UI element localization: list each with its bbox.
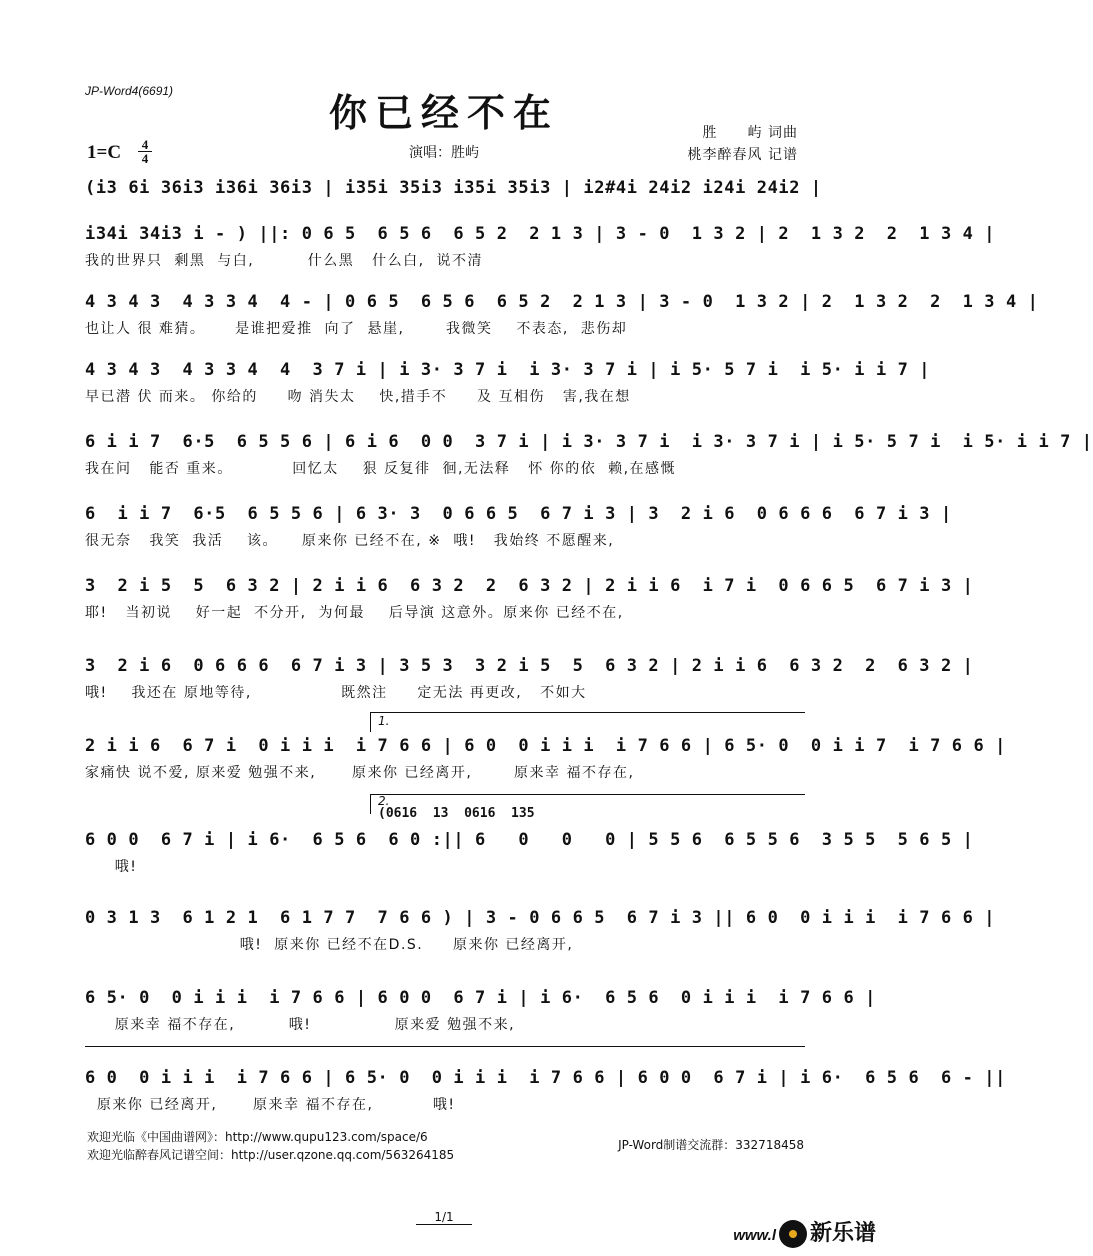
- footer-links: [87, 1128, 454, 1164]
- score-line-10: 6 0 0 6 7 i | i 6· 6 5 6 6 0 :|| 6 0 0 0 | 5 5 6 6 5 5 6 3 5 5 5 6 5 |: [85, 830, 974, 850]
- score-line-5: 6 i i 7 6·5 6 5 5 6 | 6 i 6 0 0 3 7 i | i 3· 3 7 i i 3· 3 7 i | i 5· 5 7 i i 5· i i 7 |: [85, 432, 1093, 452]
- lyric-line-6: 很无奈 我笑 我活 该。 原来你 已经不在, ※ 哦! 我始终 不愿醒来,: [85, 533, 615, 549]
- volta-1-bracket-edge: [370, 712, 371, 732]
- score-line-2: i34i 34i3 i - ) ||: 0 6 5 6 5 6 6 5 2 2 1 3 | 3 - 0 1 3 2 | 2 1 3 2 2 1 3 4 |: [85, 224, 996, 244]
- singer-credit: 演唱：胜屿: [409, 145, 479, 161]
- lyric-line-5: 我在问 能否 重来。 回忆太 狠 反复徘 徊,无法释 怀 你的依 赖,在感慨: [85, 461, 677, 477]
- volta-bracket-final: [85, 1046, 805, 1047]
- footer-link-qupu[interactable]: 欢迎光临《中国曲谱网》：http://www.qupu123.com/space/6: [87, 1130, 428, 1144]
- score-line-13: 6 0 0 i i i i 7 6 6 | 6 5· 0 0 i i i i 7 6 6 | 6 0 0 6 7 i | i 6· 6 5 6 6 - ||: [85, 1068, 1006, 1088]
- lyric-line-2: 我的世界只 剩黑 与白, 什么黑 什么白, 说不清: [85, 253, 484, 269]
- site-url-prefix: www.l: [733, 1227, 776, 1244]
- score-line-9: 2 i i 6 6 7 i 0 i i i i 7 6 6 | 6 0 0 i i i i 7 6 6 | 6 5· 0 0 i i 7 i 7 6 6 |: [85, 736, 1006, 756]
- score-line-3: 4 3 4 3 4 3 3 4 4 - | 0 6 5 6 5 6 6 5 2 2 1 3 | 3 - 0 1 3 2 | 2 1 3 2 2 1 3 4 |: [85, 292, 1039, 312]
- score-line-6: 6 i i 7 6·5 6 5 5 6 | 6 3· 3 0 6 6 5 6 7 i 3 | 3 2 i 6 0 6 6 6 6 7 i 3 |: [85, 504, 952, 524]
- score-line-7: 3 2 i 5 5 6 3 2 | 2 i i 6 6 3 2 2 6 3 2 | 2 i i 6 i 7 i 0 6 6 5 6 7 i 3 |: [85, 576, 974, 596]
- time-signature-bottom: 4: [138, 151, 152, 165]
- score-line-4: 4 3 4 3 4 3 3 4 4 3 7 i | i 3· 3 7 i i 3· 3 7 i | i 5· 5 7 i i 5· i i 7 |: [85, 360, 931, 380]
- software-tag: JP-Word4(6691): [85, 84, 174, 98]
- score-line-8: 3 2 i 6 0 6 6 6 6 7 i 3 | 3 5 3 3 2 i 5 5 6 3 2 | 2 i i 6 6 3 2 2 6 3 2 |: [85, 656, 974, 676]
- volta-2-bracket-edge: [370, 794, 371, 814]
- score-line-11: 0 3 1 3 6 1 2 1 6 1 7 7 7 6 6 ) | 3 - 0 6 6 5 6 7 i 3 || 6 0 0 i i i i 7 6 6 |: [85, 908, 996, 928]
- lyric-line-7: 耶! 当初说 好一起 不分开, 为何最 后导演 这意外。原来你 已经不在,: [85, 605, 624, 621]
- song-title: 你已经不在: [328, 90, 559, 135]
- site-name: 新乐谱: [809, 1221, 876, 1246]
- volta-1-bracket: [370, 712, 805, 713]
- lyric-line-3: 也让人 很 难猜。 是谁把爱推 向了 悬崖, 我微笑 不表态, 悲伤却: [85, 321, 628, 337]
- lyric-line-9: 家痛快 说不爱, 原来爱 勉强不来, 原来你 已经离开, 原来幸 福不存在,: [85, 765, 635, 781]
- page-number-text: 1/1: [416, 1210, 471, 1225]
- footer-link-qzone[interactable]: 欢迎光临醉春风记谱空间：http://user.qzone.qq.com/563264185: [87, 1148, 455, 1162]
- lyric-line-12: 原来幸 福不存在, 哦! 原来爱 勉强不来,: [85, 1017, 516, 1033]
- lyric-line-4: 早已潜 伏 而来。 你给的 吻 消失太 快,措手不 及 互相伤 害,我在想: [85, 389, 631, 405]
- site-logo: [733, 1216, 876, 1248]
- key-signature: 1=C: [87, 142, 122, 163]
- lyric-line-10: 哦!: [85, 859, 138, 875]
- music-disc-icon: [779, 1220, 807, 1248]
- time-signature-top: 4: [141, 137, 149, 152]
- volta-2-notes: (0616 13 0616 135: [378, 806, 535, 821]
- score-line-12: 6 5· 0 0 i i i i 7 6 6 | 6 0 0 6 7 i | i 6· 6 5 6 0 i i i i 7 6 6 |: [85, 988, 876, 1008]
- transcriber-credit: 桃李醉春风 记谱: [687, 147, 798, 163]
- composer-credit: 胜 屿 词曲: [702, 125, 798, 141]
- volta-2-bracket: [370, 794, 805, 795]
- qq-group: JP-Word制谱交流群：332718458: [618, 1138, 804, 1152]
- lyric-line-8: 哦! 我还在 原地等待, 既然注 定无法 再更改, 不如大: [85, 685, 587, 701]
- volta-2-label: 2.: [378, 794, 390, 808]
- lyric-line-11: 哦! 原来你 已经不在D.S. 原来你 已经离开,: [85, 937, 574, 953]
- score-line-1: (i3 6i 36i3 i36i 36i3 | i35i 35i3 i35i 35i3 | i2#4i 24i2 i24i 24i2 |: [85, 178, 822, 198]
- lyric-line-13: 原来你 已经离开, 原来幸 福不存在, 哦!: [85, 1097, 456, 1113]
- volta-1-label: 1.: [378, 714, 390, 728]
